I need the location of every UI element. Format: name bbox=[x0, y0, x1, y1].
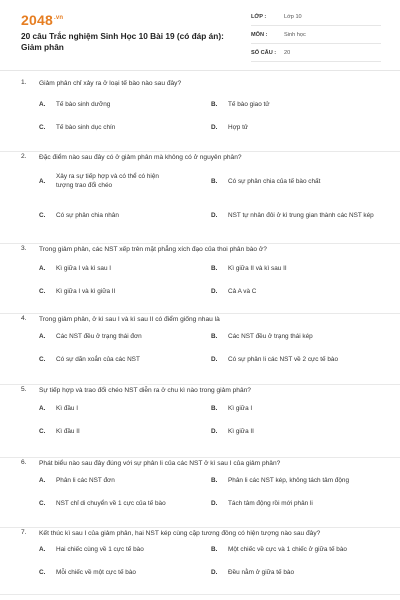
option-text: Xảy ra sự tiếp hợp và có thể có hiện tượng trao đổi chéo bbox=[56, 173, 159, 189]
option-text: Tế bào sinh dục chín bbox=[56, 124, 116, 131]
answer-option-c[interactable] bbox=[39, 123, 204, 132]
question-text: Kết thúc kì sau I của giảm phân, hai NST kép cùng cặp tương đồng có hiện tượng nào sau đây? bbox=[39, 530, 321, 537]
question-item bbox=[0, 384, 400, 458]
meta-value: Sinh học bbox=[284, 31, 306, 38]
option-letter: D. bbox=[211, 428, 218, 435]
question-item bbox=[0, 313, 400, 385]
answer-option-b[interactable] bbox=[211, 170, 383, 192]
question-text: Trong giảm phân, các NST xếp trên mặt phẳng xích đạo của thoi phân bào ở? bbox=[39, 246, 267, 253]
meta-row-count bbox=[251, 44, 381, 62]
option-text: Các NST đều ở trạng thái kép bbox=[228, 333, 313, 340]
option-text: Hai chiếc cùng về 1 cực tế bào bbox=[56, 546, 144, 553]
question-number: 7. bbox=[21, 529, 27, 536]
option-text: Phân li các NST kép, không tách tâm động bbox=[228, 477, 350, 484]
option-letter: D. bbox=[211, 288, 218, 295]
option-letter: D. bbox=[211, 124, 218, 131]
option-text: Tách tâm động rồi mới phân li bbox=[228, 500, 313, 507]
option-letter: C. bbox=[39, 569, 46, 576]
option-text: Hợp tử bbox=[228, 124, 249, 131]
option-text: NST chỉ di chuyển về 1 cực của tế bào bbox=[56, 500, 166, 507]
option-text: Một chiếc về cực và 1 chiếc ở giữa tế bào bbox=[228, 546, 347, 553]
answer-option-b[interactable] bbox=[211, 332, 383, 341]
option-text: Kì giữa I bbox=[228, 405, 253, 412]
answer-option-d[interactable] bbox=[211, 204, 383, 226]
answer-option-a[interactable] bbox=[39, 170, 204, 192]
option-letter: D. bbox=[211, 356, 218, 363]
question-item bbox=[0, 527, 400, 595]
option-text: Có sự phân li các NST về 2 cực tế bào bbox=[228, 356, 339, 363]
option-text: Các NST đều ở trạng thái đơn bbox=[56, 333, 142, 340]
question-number: 2. bbox=[21, 153, 27, 160]
question-number: 3. bbox=[21, 245, 27, 252]
question-text: Trong giảm phân, ở kì sau I và kì sau II có điểm giống nhau là bbox=[39, 316, 220, 323]
answer-option-a[interactable] bbox=[39, 100, 204, 109]
option-text: Có sự phân chia nhân bbox=[56, 211, 119, 219]
option-letter: D. bbox=[211, 211, 218, 219]
option-text: Kì giữa I và kì giữa II bbox=[56, 288, 116, 295]
meta-key: MÔN : bbox=[251, 31, 268, 38]
option-letter: A. bbox=[39, 405, 46, 412]
option-letter: B. bbox=[211, 333, 218, 340]
meta-row-class bbox=[251, 8, 381, 26]
answer-option-c[interactable] bbox=[39, 568, 204, 577]
answer-option-a[interactable] bbox=[39, 404, 204, 413]
option-letter: B. bbox=[211, 405, 218, 412]
meta-info bbox=[251, 8, 381, 62]
answer-option-c[interactable] bbox=[39, 499, 204, 508]
page-title: 20 câu Trắc nghiệm Sinh Học 10 Bài 19 (có đáp án): Giảm phân bbox=[21, 31, 224, 52]
site-logo[interactable] bbox=[21, 12, 63, 28]
question-text: Phát biểu nào sau đây đúng với sự phân li của các NST ở kì sau I của giảm phân? bbox=[39, 460, 281, 467]
answer-option-c[interactable] bbox=[39, 355, 204, 364]
option-letter: C. bbox=[39, 500, 46, 507]
question-text: Sự tiếp hợp và trao đổi chéo NST diễn ra ở chu kì nào trong giảm phân? bbox=[39, 387, 251, 394]
option-text: Có sự phân chia của tế bào chất bbox=[228, 177, 321, 185]
option-letter: A. bbox=[39, 101, 46, 108]
answer-option-a[interactable] bbox=[39, 545, 204, 554]
question-header bbox=[0, 153, 400, 162]
question-item bbox=[0, 243, 400, 314]
logo-suffix: .vn bbox=[53, 15, 64, 22]
question-number: 5. bbox=[21, 386, 27, 393]
question-text: Giảm phân chỉ xảy ra ở loại tế bào nào sau đây? bbox=[39, 80, 182, 87]
page-header bbox=[0, 0, 400, 71]
option-letter: C. bbox=[39, 211, 46, 219]
answer-option-b[interactable] bbox=[211, 545, 383, 554]
meta-key: SỐ CÂU : bbox=[251, 49, 277, 56]
option-text: Kì giữa II và kì sau II bbox=[228, 265, 287, 272]
question-number: 1. bbox=[21, 79, 27, 86]
meta-value: 20 bbox=[284, 49, 291, 56]
option-text: Tế bào giao tử bbox=[228, 101, 270, 108]
answer-option-a[interactable] bbox=[39, 264, 204, 273]
option-text: Tế bào sinh dưỡng bbox=[56, 101, 111, 108]
answer-option-d[interactable] bbox=[211, 287, 383, 296]
answer-option-c[interactable] bbox=[39, 427, 204, 436]
answer-option-a[interactable] bbox=[39, 476, 204, 485]
option-letter: A. bbox=[39, 333, 46, 340]
answer-option-d[interactable] bbox=[211, 499, 383, 508]
option-letter: C. bbox=[39, 124, 46, 131]
option-text: Kì giữa II bbox=[228, 428, 254, 435]
option-letter: B. bbox=[211, 477, 218, 484]
answer-option-d[interactable] bbox=[211, 568, 383, 577]
option-text: Kì đầu II bbox=[56, 428, 80, 435]
option-letter: D. bbox=[211, 569, 218, 576]
option-letter: B. bbox=[211, 546, 218, 553]
meta-value: Lớp 10 bbox=[284, 13, 302, 20]
option-letter: A. bbox=[39, 177, 46, 185]
option-letter: B. bbox=[211, 265, 218, 272]
answer-option-c[interactable] bbox=[39, 204, 204, 226]
logo-text: 2048 bbox=[21, 12, 53, 28]
question-text: Đặc điểm nào sau đây có ở giảm phân mà không có ở nguyên phân? bbox=[39, 154, 242, 161]
question-header bbox=[0, 315, 400, 324]
question-item bbox=[0, 77, 400, 152]
answer-option-b[interactable] bbox=[211, 404, 383, 413]
option-text: Cả A và C bbox=[228, 288, 257, 295]
option-letter: B. bbox=[211, 177, 218, 185]
meta-row-subject bbox=[251, 26, 381, 44]
option-text: Đều nằm ở giữa tế bào bbox=[228, 569, 295, 576]
answer-option-b[interactable] bbox=[211, 476, 383, 485]
option-text: Mỗi chiếc về một cực tế bào bbox=[56, 569, 136, 576]
option-letter: B. bbox=[211, 101, 218, 108]
option-letter: D. bbox=[211, 500, 218, 507]
option-text: NST tự nhân đôi ở kì trung gian thành các NST kép bbox=[228, 211, 374, 219]
answer-option-b[interactable] bbox=[211, 100, 383, 109]
option-letter: A. bbox=[39, 265, 46, 272]
question-number: 4. bbox=[21, 315, 27, 322]
question-item bbox=[0, 457, 400, 528]
question-item bbox=[0, 151, 400, 244]
option-text: Phân li các NST đơn bbox=[56, 477, 115, 484]
answer-option-a[interactable] bbox=[39, 332, 204, 341]
question-header bbox=[0, 79, 400, 88]
option-letter: C. bbox=[39, 428, 46, 435]
option-letter: C. bbox=[39, 356, 46, 363]
option-text: Kì đầu I bbox=[56, 405, 79, 412]
question-header bbox=[0, 529, 400, 538]
question-header bbox=[0, 459, 400, 468]
meta-key: LỚP : bbox=[251, 13, 267, 20]
option-letter: A. bbox=[39, 546, 46, 553]
answer-option-d[interactable] bbox=[211, 427, 383, 436]
answer-option-d[interactable] bbox=[211, 123, 383, 132]
option-text: Kì giữa I và kì sau I bbox=[56, 265, 112, 272]
question-header bbox=[0, 386, 400, 395]
option-letter: C. bbox=[39, 288, 46, 295]
answer-option-b[interactable] bbox=[211, 264, 383, 273]
question-header bbox=[0, 245, 400, 254]
option-letter: A. bbox=[39, 477, 46, 484]
answer-option-d[interactable] bbox=[211, 355, 383, 364]
answer-option-c[interactable] bbox=[39, 287, 204, 296]
question-number: 6. bbox=[21, 459, 27, 466]
option-text: Có sự dãn xoắn của các NST bbox=[56, 356, 140, 363]
